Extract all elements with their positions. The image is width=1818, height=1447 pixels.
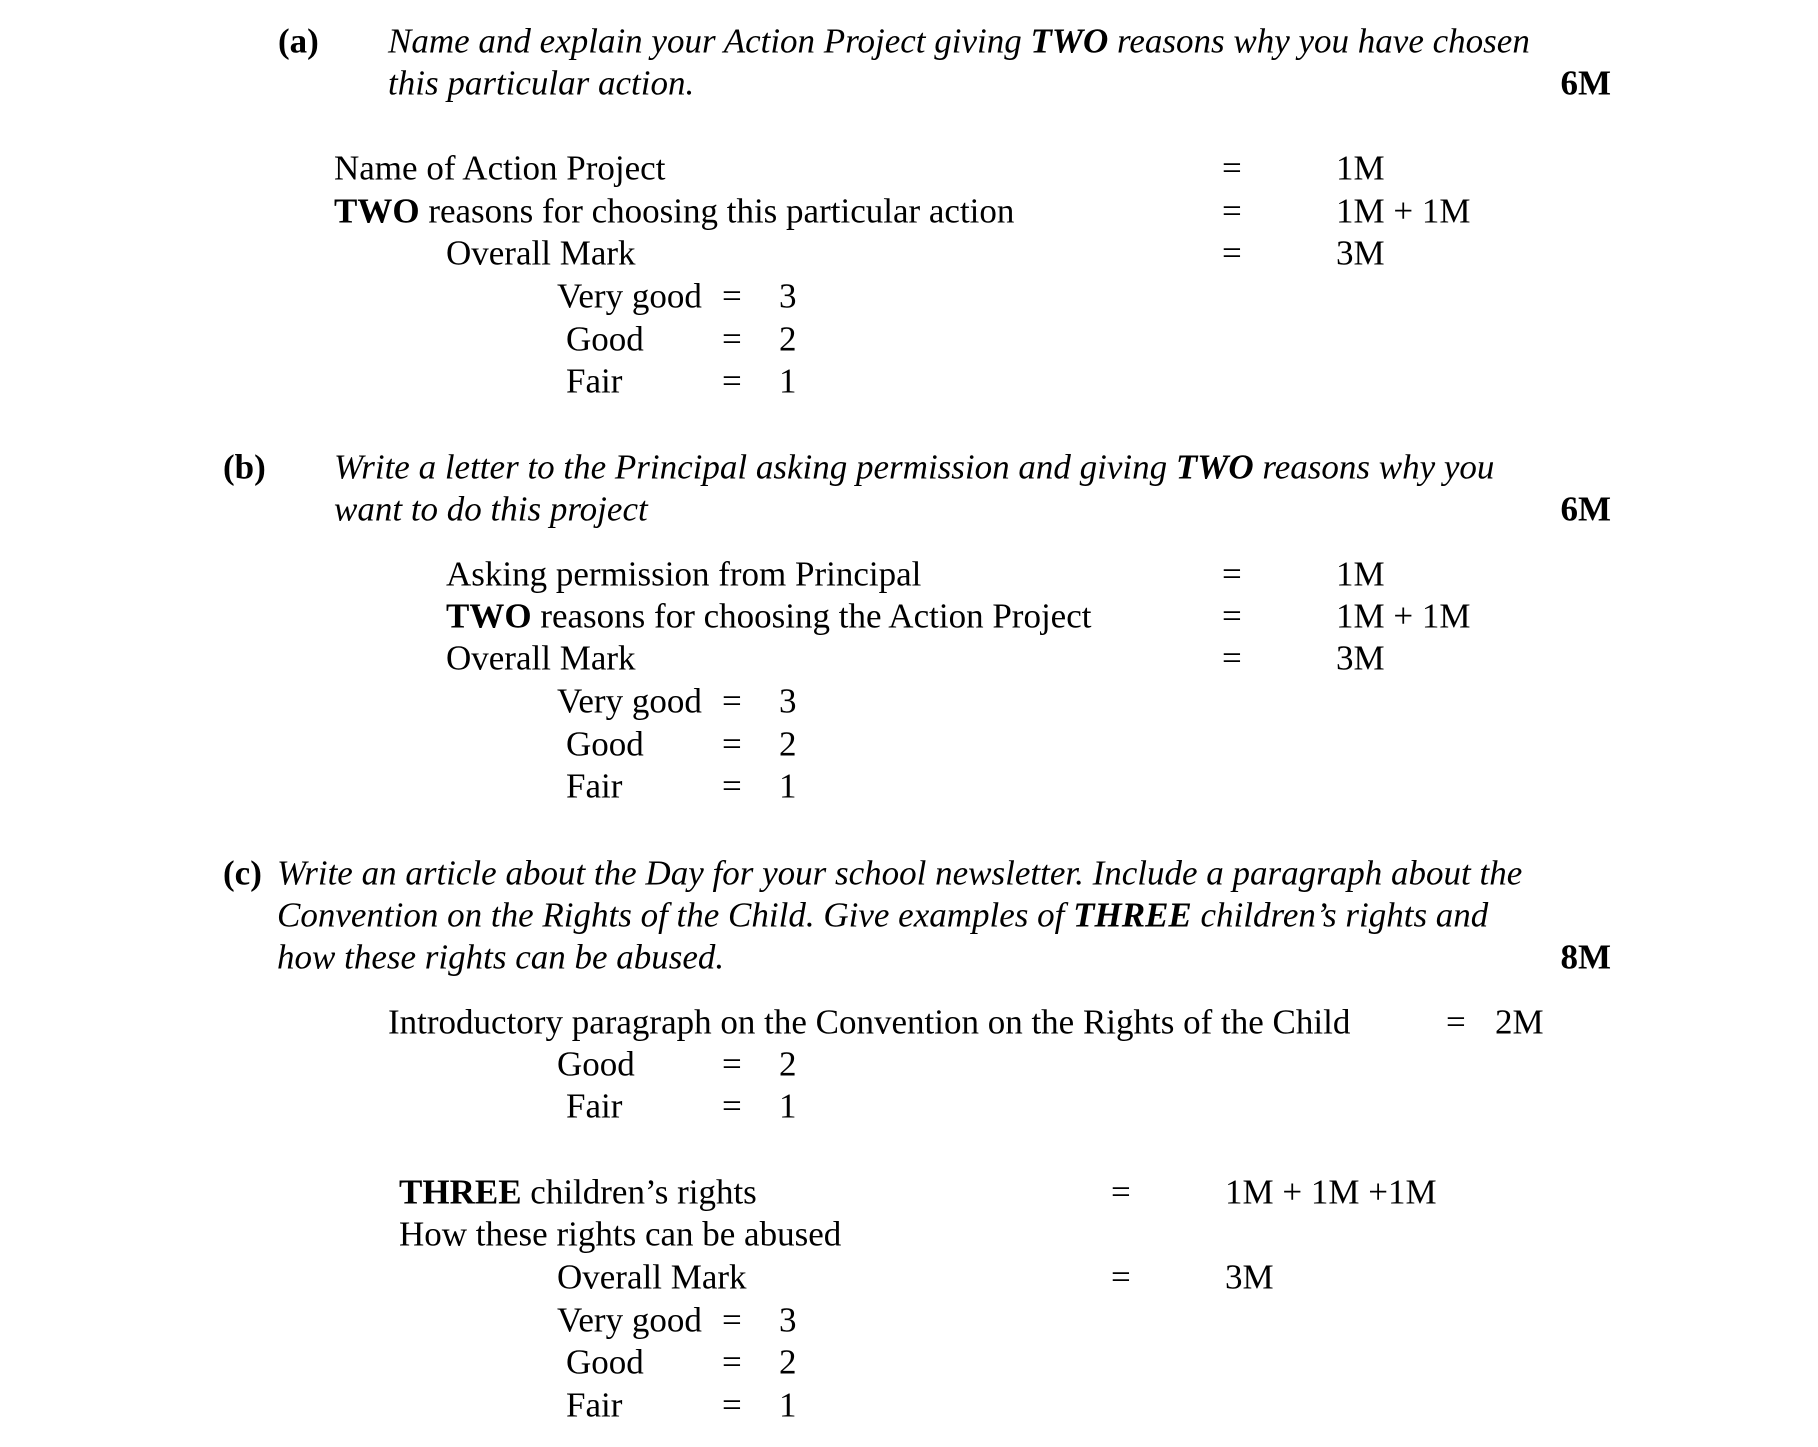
- criterion-marks: 1M + 1M: [1336, 596, 1471, 636]
- equals-sign: =: [722, 681, 742, 721]
- question-emphasis: TWO: [1175, 447, 1254, 487]
- grade-label: Good: [566, 724, 644, 764]
- grade-value: 3: [779, 1300, 797, 1340]
- grade-value: 2: [779, 1342, 797, 1382]
- grade-value: 2: [779, 724, 797, 764]
- section-a-question-line1: [388, 21, 1530, 61]
- section-c-question-line3: how these rights can be abused.: [277, 937, 725, 977]
- criterion-label: Name of Action Project: [334, 148, 666, 188]
- section-b-label: (b): [223, 447, 266, 487]
- grade-value: 3: [779, 276, 797, 316]
- section-a-marks: 6M: [1560, 63, 1611, 103]
- equals-sign: =: [722, 724, 742, 764]
- equals-sign: =: [722, 276, 742, 316]
- question-text: reasons why you have chosen: [1108, 21, 1530, 61]
- criterion-marks: 2M: [1495, 1002, 1544, 1042]
- equals-sign: =: [1222, 191, 1242, 231]
- grade-label: Fair: [566, 1385, 623, 1425]
- question-text: Convention on the Rights of the Child. Give examples of: [277, 895, 1074, 935]
- equals-sign: =: [722, 1300, 742, 1340]
- grade-label: Fair: [566, 361, 623, 401]
- criterion-label: Asking permission from Principal: [446, 554, 922, 594]
- equals-sign: =: [722, 1044, 742, 1084]
- section-c-question-line2: [277, 895, 1489, 935]
- criterion-marks: 1M: [1336, 554, 1385, 594]
- criterion-label: TWO reasons for choosing the Action Project: [446, 596, 1092, 636]
- criterion-label: TWO reasons for choosing this particular action: [334, 191, 1015, 231]
- question-text: children’s rights and: [1191, 895, 1489, 935]
- grade-value: 1: [779, 766, 797, 806]
- section-c-question-line1: Write an article about the Day for your school newsletter. Include a paragraph about the: [277, 853, 1523, 893]
- section-a-question-line2: this particular action.: [388, 63, 695, 103]
- criterion-label: Overall Mark: [446, 233, 636, 273]
- equals-sign: =: [722, 1086, 742, 1126]
- question-emphasis: TWO: [1030, 21, 1109, 61]
- equals-sign: =: [1222, 554, 1242, 594]
- grade-value: 1: [779, 1385, 797, 1425]
- grade-value: 1: [779, 1086, 797, 1126]
- section-a-label: (a): [278, 21, 319, 61]
- grade-label: Very good: [557, 1300, 702, 1340]
- grade-value: 3: [779, 681, 797, 721]
- criterion-label: Overall Mark: [557, 1257, 747, 1297]
- section-b-question-line1: [334, 447, 1495, 487]
- equals-sign: =: [1446, 1002, 1466, 1042]
- grade-label: Fair: [566, 1086, 623, 1126]
- equals-sign: =: [1222, 596, 1242, 636]
- equals-sign: =: [1222, 233, 1242, 273]
- equals-sign: =: [1222, 638, 1242, 678]
- section-c-label: (c): [223, 853, 262, 893]
- criterion-marks: 3M: [1225, 1257, 1274, 1297]
- equals-sign: =: [722, 1385, 742, 1425]
- equals-sign: =: [722, 319, 742, 359]
- criterion-marks: 3M: [1336, 233, 1385, 273]
- criterion-marks: 1M + 1M: [1336, 191, 1471, 231]
- grade-label: Good: [566, 1342, 644, 1382]
- grade-label: Good: [566, 319, 644, 359]
- question-text: reasons why you: [1253, 447, 1495, 487]
- grade-value: 2: [779, 1044, 797, 1084]
- grade-value: 1: [779, 361, 797, 401]
- section-b-question-line2: want to do this project: [334, 489, 648, 529]
- question-emphasis: THREE: [1073, 895, 1192, 935]
- equals-sign: =: [1222, 148, 1242, 188]
- criterion-label: THREE children’s rights: [399, 1172, 757, 1212]
- equals-sign: =: [1111, 1172, 1131, 1212]
- criterion-label: How these rights can be abused: [399, 1214, 842, 1254]
- grade-label: Fair: [566, 766, 623, 806]
- criterion-marks: 1M + 1M +1M: [1225, 1172, 1437, 1212]
- criterion-marks: 1M: [1336, 148, 1385, 188]
- question-text: Name and explain your Action Project giving: [388, 21, 1031, 61]
- grade-label: Good: [557, 1044, 635, 1084]
- section-b-marks: 6M: [1560, 489, 1611, 529]
- grade-label: Very good: [557, 681, 702, 721]
- question-text: Write a letter to the Principal asking permission and giving: [334, 447, 1176, 487]
- equals-sign: =: [722, 766, 742, 806]
- equals-sign: =: [722, 1342, 742, 1382]
- criterion-marks: 3M: [1336, 638, 1385, 678]
- equals-sign: =: [722, 361, 742, 401]
- criterion-label: Introductory paragraph on the Convention on the Rights of the Child: [388, 1002, 1351, 1042]
- grade-label: Very good: [557, 276, 702, 316]
- criterion-label: Overall Mark: [446, 638, 636, 678]
- section-c-marks: 8M: [1560, 937, 1611, 977]
- equals-sign: =: [1111, 1257, 1131, 1297]
- grade-value: 2: [779, 319, 797, 359]
